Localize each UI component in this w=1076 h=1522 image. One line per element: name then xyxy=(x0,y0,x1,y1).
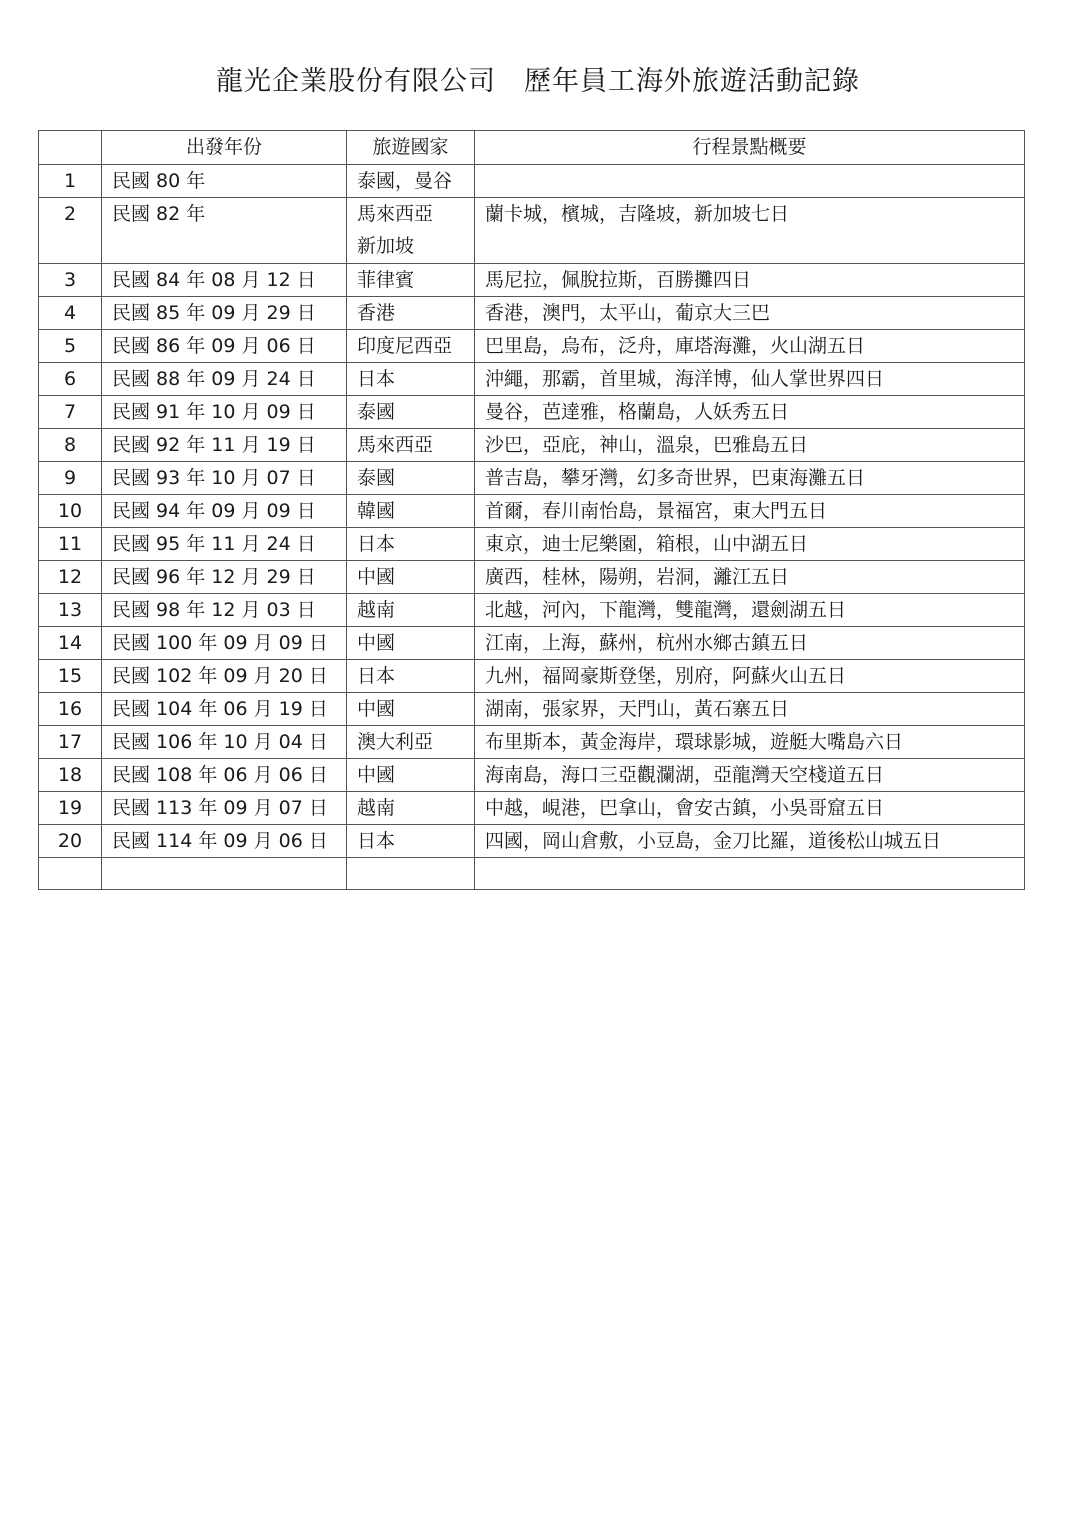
country: 日本 xyxy=(347,528,475,561)
itinerary: 北越，河內，下龍灣，雙龍灣，還劍湖五日 xyxy=(475,594,1025,627)
itinerary: 四國，岡山倉敷，小豆島，金刀比羅，道後松山城五日 xyxy=(475,825,1025,858)
row-number: 7 xyxy=(39,396,102,429)
table-row xyxy=(39,363,1025,396)
country-line: 馬來西亞 xyxy=(357,203,434,225)
table-row-empty xyxy=(39,858,1025,890)
country: 泰國，曼谷 xyxy=(347,165,475,198)
departure-date: 民國 100 年 09 月 09 日 xyxy=(102,627,347,660)
row-number: 18 xyxy=(39,759,102,792)
departure-date: 民國 96 年 12 月 29 日 xyxy=(102,561,347,594)
departure-date: 民國 93 年 10 月 07 日 xyxy=(102,462,347,495)
country: 菲律賓 xyxy=(347,264,475,297)
departure-date: 民國 86 年 09 月 06 日 xyxy=(102,330,347,363)
row-number: 13 xyxy=(39,594,102,627)
itinerary: 馬尼拉，佩脫拉斯，百勝攤四日 xyxy=(475,264,1025,297)
table-header-row xyxy=(39,131,1025,165)
itinerary: 海南島，海口三亞觀瀾湖，亞龍灣天空棧道五日 xyxy=(475,759,1025,792)
country-line: 新加坡 xyxy=(357,235,415,257)
country: 印度尼西亞 xyxy=(347,330,475,363)
table-row xyxy=(39,792,1025,825)
country: 澳大利亞 xyxy=(347,726,475,759)
row-number: 11 xyxy=(39,528,102,561)
table-row xyxy=(39,825,1025,858)
table-row xyxy=(39,660,1025,693)
country: 越南 xyxy=(347,594,475,627)
table-row xyxy=(39,726,1025,759)
country: 中國 xyxy=(347,759,475,792)
header-no xyxy=(39,131,102,165)
table-row xyxy=(39,429,1025,462)
departure-date: 民國 84 年 08 月 12 日 xyxy=(102,264,347,297)
row-number: 12 xyxy=(39,561,102,594)
header-departure-year: 出發年份 xyxy=(102,131,347,165)
row-number: 15 xyxy=(39,660,102,693)
itinerary: 布里斯本，黃金海岸，環球影城，遊艇大嘴島六日 xyxy=(475,726,1025,759)
country: 韓國 xyxy=(347,495,475,528)
table-row xyxy=(39,165,1025,198)
itinerary xyxy=(475,165,1025,198)
row-number: 2 xyxy=(39,198,102,264)
table-row xyxy=(39,330,1025,363)
table-row xyxy=(39,693,1025,726)
country: 中國 xyxy=(347,561,475,594)
country xyxy=(347,198,475,264)
country: 日本 xyxy=(347,660,475,693)
departure-date xyxy=(102,858,347,890)
itinerary: 曼谷，芭達雅，格蘭島，人妖秀五日 xyxy=(475,396,1025,429)
itinerary: 廣西，桂林，陽朔，岩洞，灕江五日 xyxy=(475,561,1025,594)
table-row xyxy=(39,759,1025,792)
row-number xyxy=(39,858,102,890)
departure-date: 民國 85 年 09 月 29 日 xyxy=(102,297,347,330)
departure-date: 民國 106 年 10 月 04 日 xyxy=(102,726,347,759)
row-number: 19 xyxy=(39,792,102,825)
row-number: 5 xyxy=(39,330,102,363)
table-row xyxy=(39,462,1025,495)
itinerary: 九州，福岡豪斯登堡，別府，阿蘇火山五日 xyxy=(475,660,1025,693)
itinerary: 蘭卡城，檳城，吉隆坡，新加坡七日 xyxy=(475,198,1025,264)
departure-date: 民國 92 年 11 月 19 日 xyxy=(102,429,347,462)
departure-date: 民國 102 年 09 月 20 日 xyxy=(102,660,347,693)
itinerary: 首爾，春川南怡島，景福宮，東大門五日 xyxy=(475,495,1025,528)
itinerary: 沙巴，亞庇，神山，溫泉，巴雅島五日 xyxy=(475,429,1025,462)
itinerary: 湖南，張家界，天門山，黃石寨五日 xyxy=(475,693,1025,726)
page-title: 龍光企業股份有限公司 歷年員工海外旅遊活動記錄 xyxy=(216,66,860,97)
row-number: 8 xyxy=(39,429,102,462)
itinerary: 香港，澳門，太平山，葡京大三巴 xyxy=(475,297,1025,330)
country: 中國 xyxy=(347,693,475,726)
table-row xyxy=(39,594,1025,627)
departure-date: 民國 88 年 09 月 24 日 xyxy=(102,363,347,396)
row-number: 17 xyxy=(39,726,102,759)
header-country: 旅遊國家 xyxy=(347,131,475,165)
itinerary xyxy=(475,858,1025,890)
country: 越南 xyxy=(347,792,475,825)
header-itinerary: 行程景點概要 xyxy=(475,131,1025,165)
row-number: 20 xyxy=(39,825,102,858)
table-row xyxy=(39,495,1025,528)
itinerary: 東京，迪士尼樂園，箱根，山中湖五日 xyxy=(475,528,1025,561)
country: 日本 xyxy=(347,363,475,396)
departure-date: 民國 80 年 xyxy=(102,165,347,198)
itinerary: 巴里島，烏布，泛舟，庫塔海灘，火山湖五日 xyxy=(475,330,1025,363)
itinerary: 中越，峴港，巴拿山，會安古鎮，小吳哥窟五日 xyxy=(475,792,1025,825)
departure-date: 民國 94 年 09 月 09 日 xyxy=(102,495,347,528)
table-row xyxy=(39,561,1025,594)
departure-date: 民國 82 年 xyxy=(102,198,347,264)
departure-date: 民國 114 年 09 月 06 日 xyxy=(102,825,347,858)
table-row xyxy=(39,396,1025,429)
row-number: 3 xyxy=(39,264,102,297)
table-row xyxy=(39,528,1025,561)
row-number: 10 xyxy=(39,495,102,528)
departure-date: 民國 104 年 06 月 19 日 xyxy=(102,693,347,726)
row-number: 1 xyxy=(39,165,102,198)
itinerary: 普吉島，攀牙灣，幻多奇世界，巴東海灘五日 xyxy=(475,462,1025,495)
table-row xyxy=(39,627,1025,660)
country: 泰國 xyxy=(347,396,475,429)
row-number: 4 xyxy=(39,297,102,330)
country: 泰國 xyxy=(347,462,475,495)
departure-date: 民國 95 年 11 月 24 日 xyxy=(102,528,347,561)
country: 日本 xyxy=(347,825,475,858)
trip-records-table xyxy=(38,130,1025,890)
table-row xyxy=(39,198,1025,264)
country: 中國 xyxy=(347,627,475,660)
row-number: 6 xyxy=(39,363,102,396)
table-row xyxy=(39,297,1025,330)
row-number: 14 xyxy=(39,627,102,660)
row-number: 9 xyxy=(39,462,102,495)
departure-date: 民國 113 年 09 月 07 日 xyxy=(102,792,347,825)
country: 馬來西亞 xyxy=(347,429,475,462)
country: 香港 xyxy=(347,297,475,330)
departure-date: 民國 91 年 10 月 09 日 xyxy=(102,396,347,429)
table-row xyxy=(39,264,1025,297)
itinerary: 沖繩，那霸，首里城，海洋博，仙人掌世界四日 xyxy=(475,363,1025,396)
itinerary: 江南，上海，蘇州，杭州水鄉古鎮五日 xyxy=(475,627,1025,660)
row-number: 16 xyxy=(39,693,102,726)
country xyxy=(347,858,475,890)
departure-date: 民國 98 年 12 月 03 日 xyxy=(102,594,347,627)
departure-date: 民國 108 年 06 月 06 日 xyxy=(102,759,347,792)
